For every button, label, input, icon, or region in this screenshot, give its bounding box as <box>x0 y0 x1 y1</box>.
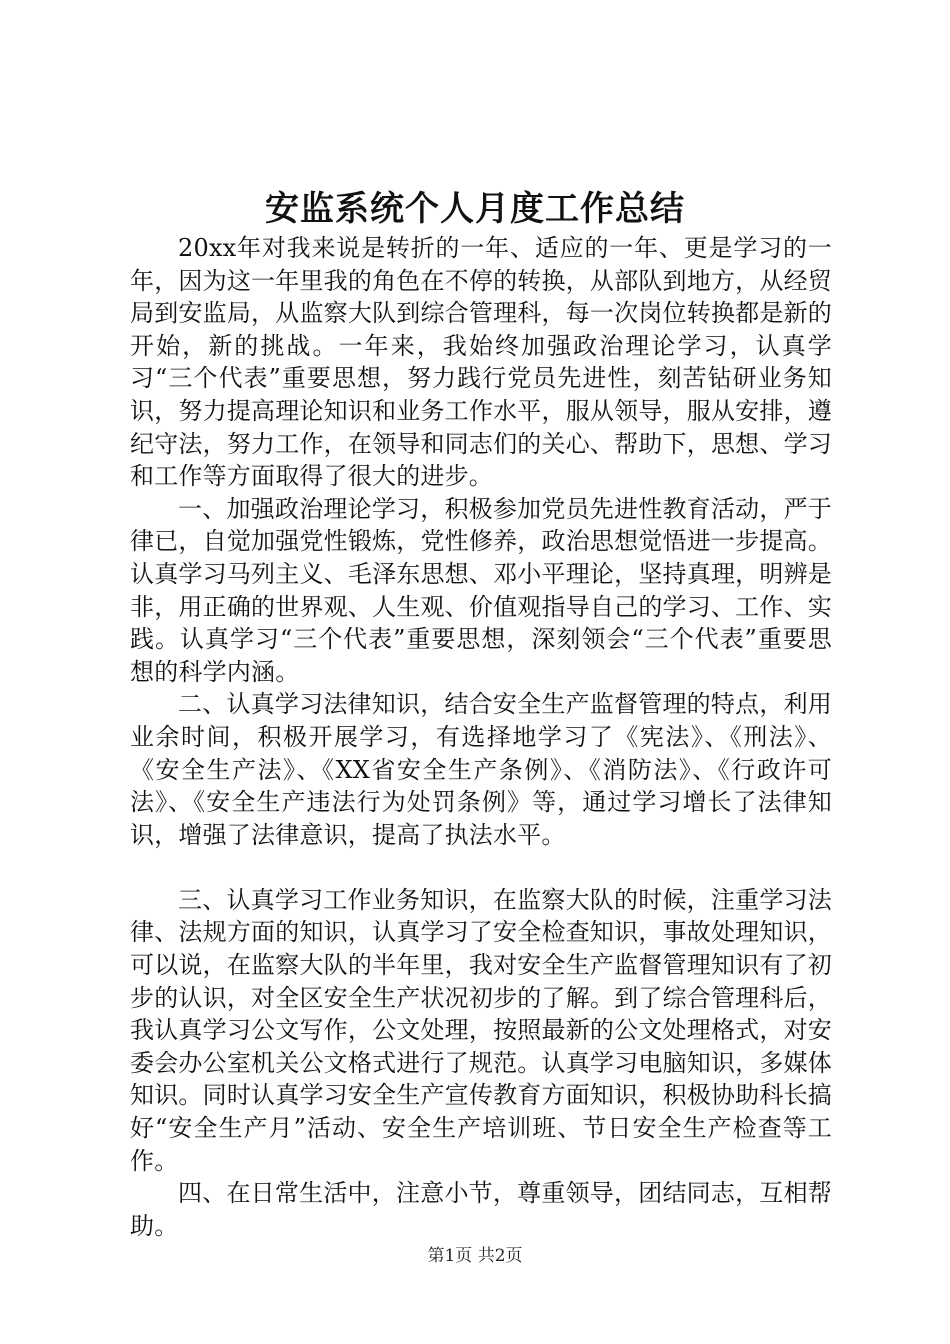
paragraph-section-1: 一、加强政治理论学习，积极参加党员先进性教育活动，严于律已，自觉加强党性锻炼，党性修养，政治思想觉悟进一步提高。认真学习马列主义、毛泽东思想、邓小平理论，坚持真理，明辨是非，用正确的世界观、人生观、价值观指导自己的学习、工作、实践。认真学习“三个代表”重要思想，深刻领会“三个代表”重要思想的科学内涵。 <box>130 494 832 686</box>
document-body <box>130 232 832 1242</box>
paragraph-section-4: 四、在日常生活中，注意小节，尊重领导，团结同志，互相帮助。 <box>130 1179 832 1240</box>
page-number-footer: 第1页 共2页 <box>427 1246 523 1266</box>
document-title: 安监系统个人月度工作总结 <box>265 189 685 229</box>
paragraph-intro: 20xx年对我来说是转折的一年、适应的一年、更是学习的一年，因为这一年里我的角色在不停的转换，从部队到地方，从经贸局到安监局，从监察大队到综合管理科，每一次岗位转换都是新的开始，新的挑战。一年来，我始终加强政治理论学习，认真学习“三个代表”重要思想，努力践行党员先进性，刻苦钻研业务知识，努力提高理论知识和业务工作水平，服从领导，服从安排，遵纪守法，努力工作，在领导和同志们的关心、帮助下，思想、学习和工作等方面取得了很大的进步。 <box>130 234 832 491</box>
paragraph-section-3: 三、认真学习工作业务知识，在监察大队的时候，注重学习法律、法规方面的知识，认真学习了安全检查知识，事故处理知识，可以说，在监察大队的半年里，我对安全生产监督管理知识有了初步的认识，对全区安全生产状况初步的了解。到了综合管理科后，我认真学习公文写作，公文处理，按照最新的公文处理格式，对安委会办公室机关公文格式进行了规范。认真学习电脑知识，多媒体知识。同时认真学习安全生产宣传教育方面知识，积极协助科长搞好“安全生产月”活动、安全生产培训班、节日安全生产检查等工作。 <box>130 885 832 1175</box>
paragraph-section-2: 二、认真学习法律知识，结合安全生产监督管理的特点，利用业余时间，积极开展学习，有选择地学习了《宪法》、《刑法》、《安全生产法》、《XX省安全生产条例》、《消防法》、《行政许可法》、《安全生产违法行为处罚条例》等，通过学习增长了法律知识，增强了法律意识，提高了执法水平。 <box>130 690 832 849</box>
